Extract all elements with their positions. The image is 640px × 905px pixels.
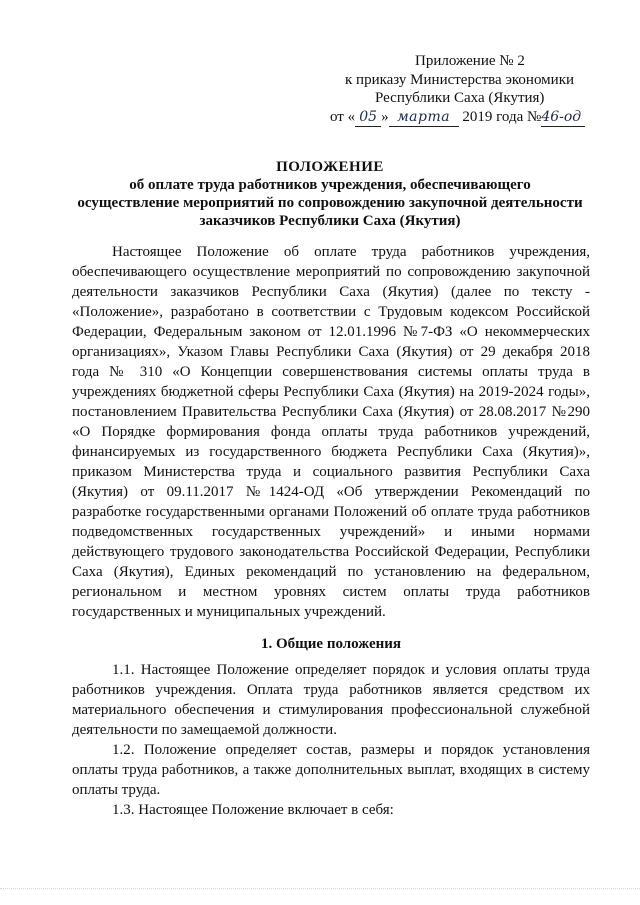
- appendix-republic: Республики Саха (Якутия): [375, 90, 545, 106]
- section-1-body: [72, 660, 590, 820]
- intro-paragraph: Настоящее Положение об оплате труда работников учреждения, обеспечивающего осуществление мероприятий по сопровождению закупочной деятельности заказчиков Республики Саха (Якутия) (далее по тексту - «Положение», разработано в соответствии с Трудовым кодексом Российской Федерации, Федеральным законом от 12.01.1996 №7-ФЗ «О некоммерческих организациях», Указом Главы Республики Саха (Якутия) от 29 декабря 2018 года № 310 «О Концепции совершенствования системы оплаты труда в учреждениях бюджетной сферы Республики Саха (Якутия) на 2019-2024 годы», постановлением Правительства Республики Саха (Якутия) от 28.08.2017 №290 «О Порядке формирования фонда оплаты труда работников учреждений, финансируемых из государственного бюджета Республики Саха (Якутия)», приказом Министерства труда и социального развития Республики Саха (Якутия) от 09.11.2017 №1424-ОД «Об утверждении Рекомендаций по разработке государственными органами Положений об оплате труда работников подведомственных государственных учреждений» и иными нормами действующего трудового законодательства Российской Федерации, Республики Саха (Якутия), Единых рекомендаций по установлению на федеральном, региональном и местном уровнях систем оплаты труда работников государственных и муниципальных учреждений.: [72, 244, 590, 620]
- handwritten-order-number: 46-од: [541, 108, 585, 128]
- intro-section: [72, 242, 590, 622]
- title-line-1: об оплате труда работников учреждения, обеспечивающего: [129, 177, 531, 193]
- appendix-order-ref: к приказу Министерства экономики: [345, 71, 575, 88]
- title-line-3: заказчиков Республики Саха (Якутия): [199, 213, 461, 229]
- handwritten-month: марта: [389, 108, 459, 128]
- appendix-header: [330, 52, 630, 127]
- title-line-2: осуществление мероприятий по сопровождению закупочной деятельности: [77, 195, 583, 211]
- handwritten-day: 05: [355, 108, 381, 128]
- paragraph-1-1: 1.1. Настоящее Положение определяет порядок и условия оплаты труда работников учреждения. Оплата труда работников является средством их материального обеспечения и стимулирования профессиональной служебной деятельности по замещаемой должности.: [72, 662, 590, 738]
- section-1-heading: 1. Общие положения: [260, 636, 402, 652]
- date-prefix: от «: [330, 108, 356, 125]
- paragraph-1-2: 1.2. Положение определяет состав, размеры и порядок установления оплаты труда работников, а также дополнительных выплат, входящих в систему оплаты труда.: [72, 742, 590, 798]
- date-quote-close: »: [381, 108, 389, 125]
- appendix-number: Приложение № 2: [415, 53, 525, 69]
- date-year: 2019 года №: [458, 108, 542, 125]
- scan-edge-divider: [0, 888, 640, 890]
- paragraph-1-3: 1.3. Настоящее Положение включает в себя:: [112, 802, 394, 818]
- appendix-date-line: [330, 108, 630, 128]
- document-title: [40, 158, 620, 230]
- title-main: ПОЛОЖЕНИЕ: [276, 159, 384, 175]
